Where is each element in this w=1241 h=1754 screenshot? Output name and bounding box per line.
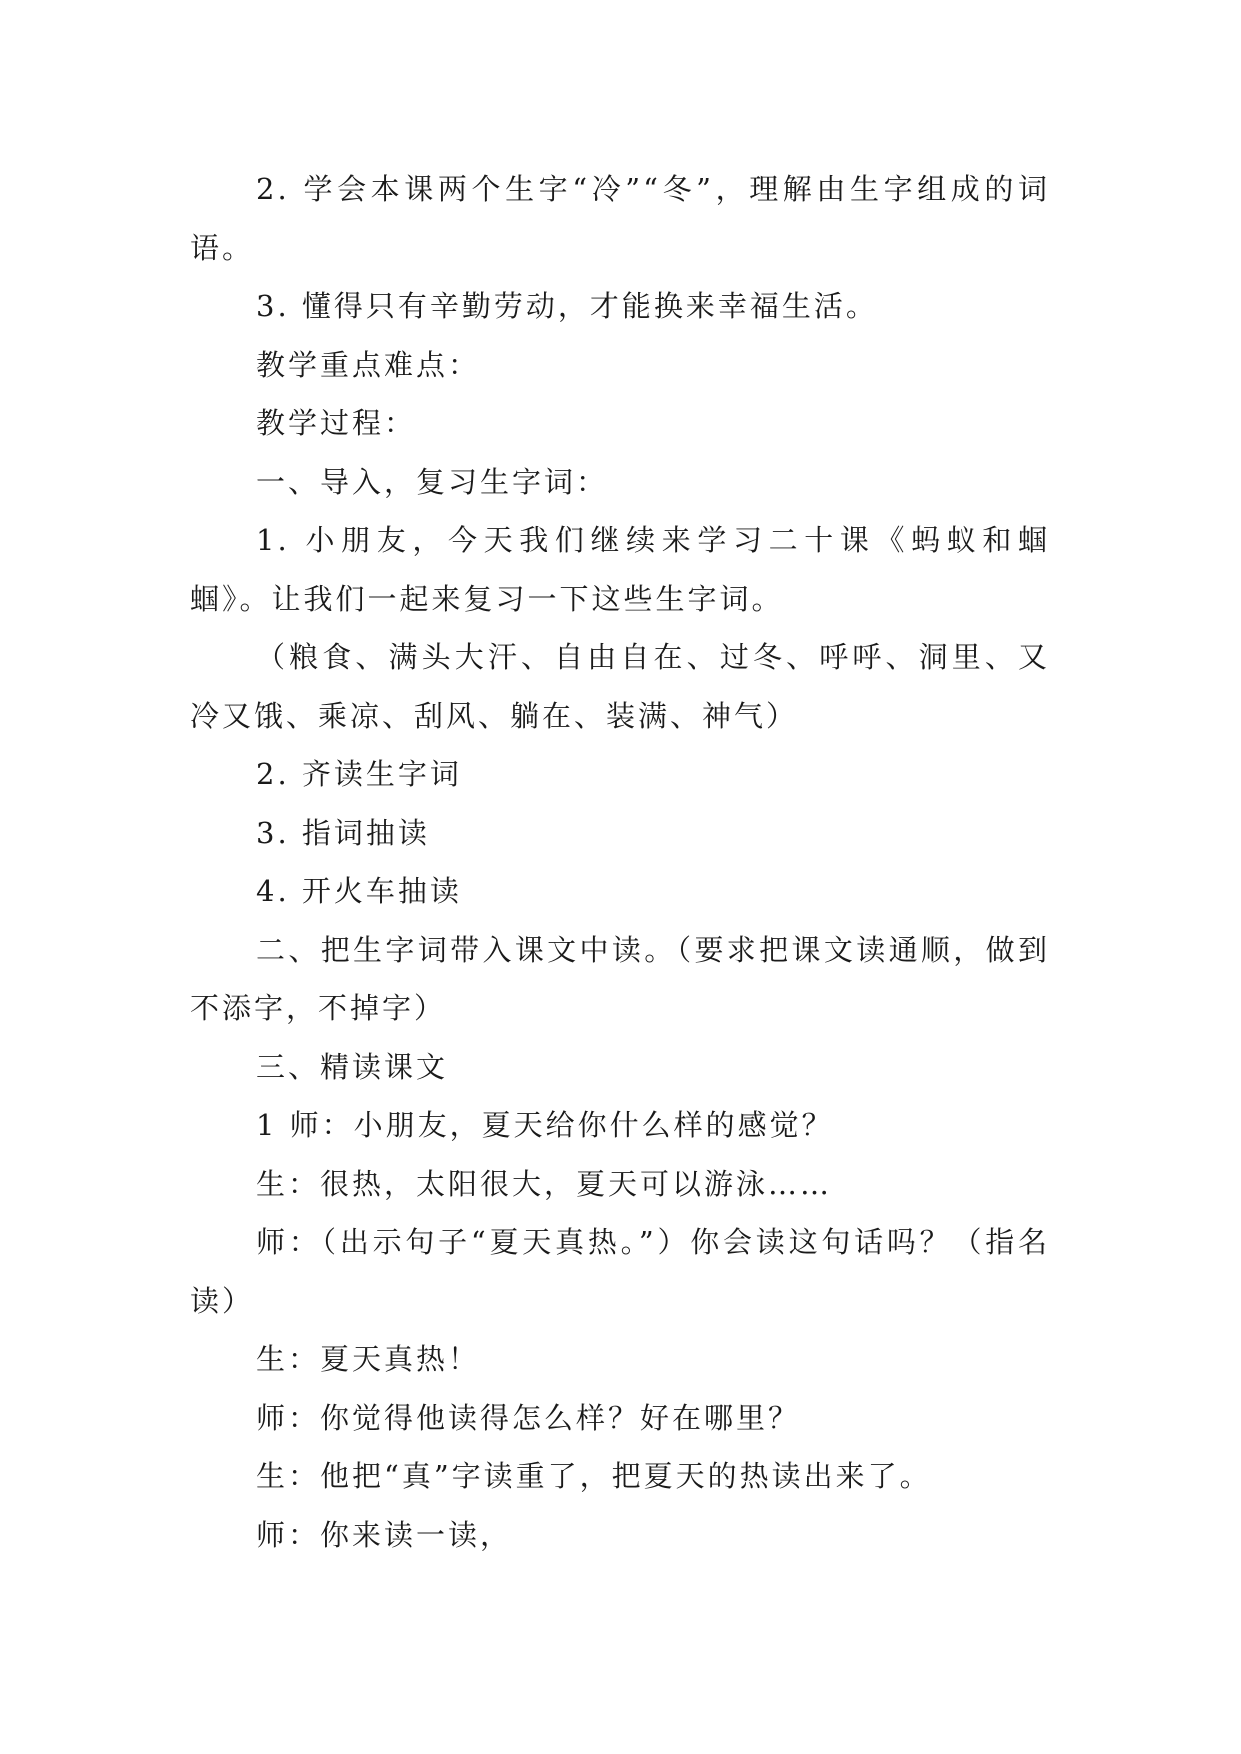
- objective-2: 2. 学会本课两个生字“冷”“冬”，理解由生字组成的词语。: [190, 172, 1050, 265]
- objective-3: 3. 懂得只有辛勤劳动，才能换来幸福生活。: [256, 289, 878, 323]
- heading-teaching-process: 教学过程：: [256, 406, 417, 440]
- dialogue-line-3: 师：（出示句子“夏天真热。”）你会读这句话吗？（指名读）: [190, 1225, 1050, 1318]
- heading-key-points: 教学重点难点：: [256, 347, 481, 382]
- dialogue-line-6: 生：他把“真”字读重了，把夏天的热读出来了。: [256, 1459, 932, 1493]
- step-1: 1. 小朋友，今天我们继续来学习二十课《蚂蚁和蝈蝈》。让我们一起来复习一下这些生字词。: [190, 523, 1050, 616]
- vocabulary-list: （粮食、满头大汗、自由自在、过冬、呼呼、洞里、又冷又饿、乘凉、刮风、躺在、装满、神气）: [190, 640, 1050, 733]
- dialogue-line-1: 1 师：小朋友，夏天给你什么样的感觉？: [256, 1108, 834, 1142]
- document-body: [190, 160, 1050, 1564]
- section-2-heading: 二、把生字词带入课文中读。（要求把课文读通顺，做到不添字，不掉字）: [190, 932, 1050, 1025]
- dialogue-line-7: 师：你来读一读，: [256, 1517, 513, 1552]
- section-1-heading: 一、导入，复习生字词：: [256, 464, 609, 499]
- dialogue-line-5: 师：你觉得他读得怎么样？好在哪里？: [256, 1400, 801, 1435]
- step-2: 2. 齐读生字词: [256, 757, 462, 791]
- dialogue-line-2: 生：很热，太阳很大，夏天可以游泳……: [256, 1166, 833, 1201]
- section-3-heading: 三、精读课文: [256, 1049, 449, 1084]
- dialogue-line-4: 生：夏天真热！: [256, 1342, 481, 1376]
- step-4: 4. 开火车抽读: [256, 874, 462, 908]
- step-3: 3. 指词抽读: [256, 815, 430, 850]
